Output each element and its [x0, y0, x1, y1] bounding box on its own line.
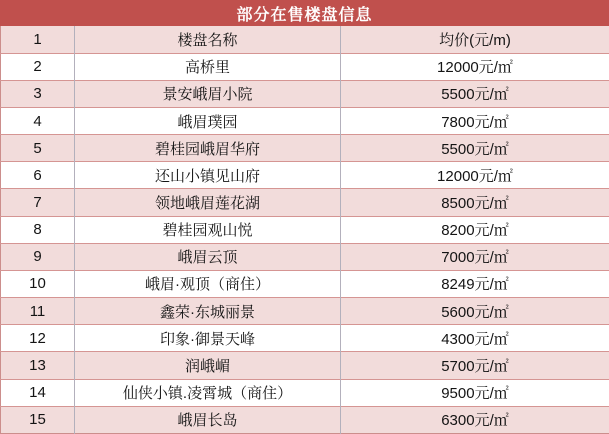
- price-cell: 5500元/㎡: [341, 80, 609, 107]
- row-index-cell: 15: [1, 406, 75, 433]
- property-name-cell: 峨眉云顶: [75, 243, 341, 270]
- property-name-cell: 楼盘名称: [75, 26, 341, 53]
- property-name-cell: 碧桂园峨眉华府: [75, 135, 341, 162]
- row-index-cell: 7: [1, 189, 75, 216]
- table-row: [1, 298, 609, 325]
- price-cell: 9500元/㎡: [341, 379, 609, 406]
- price-cell: 6300元/㎡: [341, 406, 609, 433]
- price-cell: 均价(元/m): [439, 31, 511, 49]
- price-cell: 4300元/㎡: [341, 325, 609, 352]
- row-index-cell: 8: [1, 216, 75, 243]
- table-row: [1, 406, 609, 433]
- row-index-cell: 13: [1, 352, 75, 379]
- property-name-cell: 峨眉·观顶（商住）: [75, 270, 341, 297]
- property-name-cell: 峨眉璞园: [75, 107, 341, 134]
- row-index-cell: 6: [1, 162, 75, 189]
- table-row: [1, 80, 609, 107]
- row-index-cell: 14: [1, 379, 75, 406]
- property-name-cell: 峨眉长岛: [75, 406, 341, 433]
- row-index-cell: 10: [1, 270, 75, 297]
- row-index-cell: 3: [1, 80, 75, 107]
- table-row: [1, 107, 609, 134]
- table-row: [1, 162, 609, 189]
- property-name-cell: 碧桂园观山悦: [75, 216, 341, 243]
- price-cell: 5600元/㎡: [341, 298, 609, 325]
- property-name-cell: 还山小镇见山府: [75, 162, 341, 189]
- property-name-cell: 仙侠小镇.凌霄城（商住）: [75, 379, 341, 406]
- property-name-cell: 印象·御景天峰: [75, 325, 341, 352]
- table-row: [1, 189, 609, 216]
- table-row: [1, 243, 609, 270]
- row-index-cell: 2: [1, 53, 75, 80]
- listings-table-body: [1, 26, 609, 434]
- table-row: [1, 135, 609, 162]
- price-cell: 8200元/㎡: [341, 216, 609, 243]
- price-cell: 12000元/㎡: [341, 53, 609, 80]
- price-cell: 8500元/㎡: [341, 189, 609, 216]
- table-row: [1, 352, 609, 379]
- table-row: [1, 379, 609, 406]
- header-row: [1, 26, 609, 53]
- property-name-cell: 景安峨眉小院: [75, 80, 341, 107]
- property-name-cell: 高桥里: [75, 53, 341, 80]
- price-cell: 7800元/㎡: [341, 107, 609, 134]
- row-index-cell: 4: [1, 107, 75, 134]
- price-cell: 5700元/㎡: [341, 352, 609, 379]
- table-row: [1, 270, 609, 297]
- price-cell: 7000元/㎡: [341, 243, 609, 270]
- table-title: 部分在售楼盘信息: [0, 0, 609, 26]
- property-name-cell: 润峨嵋: [75, 352, 341, 379]
- property-name-cell: 鑫荣·东城丽景: [75, 298, 341, 325]
- price-cell: 5500元/㎡: [341, 135, 609, 162]
- row-index-cell: 11: [1, 298, 75, 325]
- row-index-cell: 9: [1, 243, 75, 270]
- row-index-cell: 12: [1, 325, 75, 352]
- listings-table: [0, 26, 609, 434]
- price-cell: 12000元/㎡: [341, 162, 609, 189]
- row-index-cell: 1: [1, 26, 75, 53]
- table-row: [1, 53, 609, 80]
- table-row: [1, 325, 609, 352]
- row-index-cell: 5: [1, 135, 75, 162]
- price-cell: 8249元/㎡: [341, 270, 609, 297]
- table-row: [1, 216, 609, 243]
- property-name-cell: 领地峨眉莲花湖: [75, 189, 341, 216]
